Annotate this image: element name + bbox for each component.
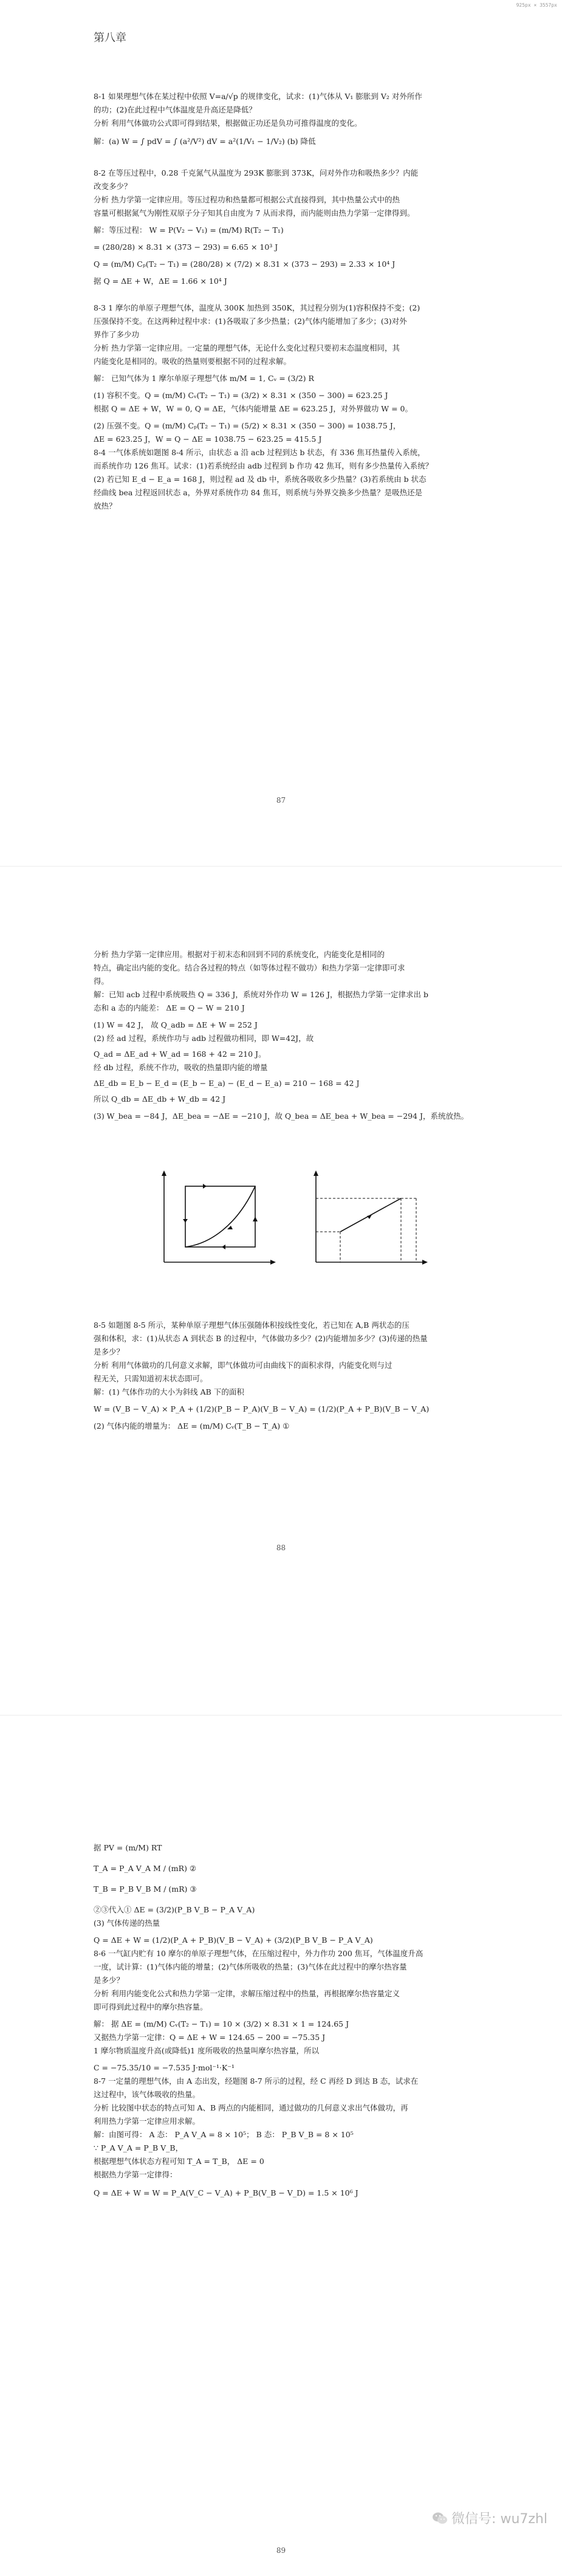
page1-text: [94, 90, 470, 513]
page-88: [0, 869, 562, 1708]
text-line: 解： 据 ΔE = (m/M) Cᵥ(T₂ − T₁) = 10 × (3/2) × 8.31 × 1 = 124.65 J: [94, 2019, 349, 2028]
watermark-text: 微信号: wu7zhl: [451, 2512, 547, 2527]
text-line: 8-4 一气体系统如题图 8-4 所示，由状态 a 沿 acb 过程到达 b 状态，有 336 焦耳热量传入系统，: [94, 448, 425, 457]
text-line: 解：等压过程： W = P(V₂ − V₁) = (m/M) R(T₂ − T₁): [94, 225, 284, 235]
text-line: 经 db 过程，系统不作功，吸收的热量即内能的增量: [94, 1063, 268, 1072]
text-line: [94, 153, 470, 167]
text-line: 解：已知 acb 过程中系统吸热 Q = 336 J，系统对外作功 W = 126 J，根据热力学第一定律求出 b: [94, 990, 428, 999]
text-line: 8-1 如果理想气体在某过程中依照 V=a/√p 的规律变化，试求：(1)气体从 V₁ 膨胀到 V₂ 对外所作: [94, 92, 422, 101]
text-line: 压强保持不变。在这两种过程中求：(1)各吸取了多少热量；(2)气体内能增加了多少；(3)对外: [94, 317, 407, 326]
page-number: 87: [276, 796, 286, 805]
text-line: (2) 气体内能的增量为： ΔE = (m/M) Cᵥ(T_B − T_A) ①: [94, 1421, 290, 1431]
text-line: 强和体积，求：(1)从状态 A 到状态 B 的过程中，气体做功多少？(2)内能增加多少？(3)传递的热量: [94, 1334, 428, 1343]
text-line: 容量可根据氮气为刚性双原子分子知其自由度为 7 从而求得，而内能则由热力学第一定律得到。: [94, 208, 415, 218]
text-line: 利用热力学第一定律应用求解。: [94, 2117, 200, 2126]
page2-text-bottom: [94, 1319, 470, 1433]
text-line: = (280/28) × 8.31 × (373 − 293) = 6.65 × 10³ J: [94, 242, 278, 252]
text-line: 解：(1) 气体作功的大小为斜线 AB 下的面积: [94, 1387, 244, 1396]
text-line: 内能变化是相同的。吸收的热量则要根据不同的过程求解。: [94, 357, 292, 366]
text-line: 分析 利用气体做功的几何意义求解，即气体做功可由曲线下的面积求得，内能变化则与过: [94, 1361, 392, 1370]
text-line: 又据热力学第一定律：Q = ΔE + W = 124.65 − 200 = −75.35 J: [94, 2033, 326, 2042]
text-line: 得。: [94, 977, 109, 986]
chapter-title: 第八章: [94, 32, 126, 44]
page-87: [0, 0, 562, 863]
text-line: W = (V_B − V_A) × P_A + (1/2)(P_B − P_A)(V_B − V_A) = (1/2)(P_A + P_B)(V_B − V_A): [94, 1404, 430, 1413]
text-line: 而系统作功 126 焦耳。试求：(1)若系统经由 adb 过程到 b 作功 42 焦耳，则有多少热量传入系统？: [94, 461, 433, 470]
page2-text-top: [94, 948, 470, 1123]
text-line: 特点，确定出内能的变化。结合各过程的特点（如等体过程不做功）和热力学第一定律即可求: [94, 963, 405, 972]
text-line: 所以 Q_db = ΔE_db + W_db = 42 J: [94, 1094, 226, 1104]
text-line: (2) 经 ad 过程，系统作功与 adb 过程做功相同，即 W=42J，故: [94, 1034, 314, 1043]
text-line: 程无关，只需知道初末状态即可。: [94, 1374, 208, 1383]
text-line: 解：由图可得： A 态： P_A V_A = 8 × 10⁵； B 态： P_B V_B = 8 × 10⁵: [94, 2130, 354, 2139]
text-line: ΔE = 623.25 J，W = Q − ΔE = 1038.75 − 623.25 = 415.5 J: [94, 434, 322, 444]
text-line: 解： 已知气体为 1 摩尔单原子理想气体 m/M = 1, Cᵥ = (3/2) R: [94, 374, 314, 383]
text-line: 一度，试计算：(1)气体内能的增量；(2)气体所吸收的热量；(3)气体在此过程中的摩尔热容量: [94, 1962, 407, 1971]
text-line: (1) W = 42 J， 故 Q_adb = ΔE + W = 252 J: [94, 1020, 258, 1029]
text-line: 的功；(2)在此过程中气体温度是升高还是降低？: [94, 105, 256, 114]
text-line: (2) 若已知 E_d − E_a = 168 J，则过程 ad 及 db 中，系统各吸收多少热量？(3)若系统由 b 状态: [94, 475, 427, 484]
text-line: 根据 Q = ΔE + W，W = 0, Q = ΔE，气体内能增量 ΔE = 623.25 J，对外界做功 W = 0。: [94, 404, 413, 413]
text-line: 放热？: [94, 501, 117, 510]
watermark: [432, 2509, 547, 2527]
text-line: 8-7 一定量的理想气体，由 A 态出发，经题图 8-7 所示的过程，经 C 再经 D 到达 B 态，试求在: [94, 2076, 419, 2086]
text-line: 分析 比较图中状态的特点可知 A、B 两点的内能相同，通过做功的几何意义求出气体做功，再: [94, 2103, 408, 2112]
text-line: (2) 压强不变。Q = (m/M) Cₚ(T₂ − T₁) = (5/2) × 8.31 × (350 − 300) = 1038.75 J，: [94, 421, 401, 430]
text-line: 分析 热力学第一定律应用。一定量的理想气体，无论什么变化过程只要初末态温度相同，其: [94, 343, 400, 352]
page-number: 88: [276, 1544, 286, 1552]
text-line: 改变多少？: [94, 182, 132, 191]
text-line: 据 PV = (m/M) RT: [94, 1843, 162, 1852]
wechat-icon: [432, 2512, 448, 2525]
page-number: 89: [276, 2546, 286, 2555]
text-line: 态和 a 态的内能差： ΔE = Q − W = 210 J: [94, 1003, 245, 1012]
text-line: 是多少？: [94, 1347, 125, 1356]
figure-8-4-diagram: [152, 1168, 279, 1268]
page-89: [0, 1720, 562, 2576]
text-line: 8-6 一气缸内贮有 10 摩尔的单原子理想气体，在压缩过程中，外力作功 200 焦耳，气体温度升高: [94, 1949, 423, 1958]
text-line: (1) 容积不变。Q = (m/M) Cᵥ(T₂ − T₁) = (3/2) × 8.31 × (350 − 300) = 623.25 J: [94, 391, 388, 400]
text-line: Q = ΔE + W = (1/2)(P_A + P_B)(V_B − V_A) + (3/2)(P_B V_B − P_A V_A): [94, 1935, 373, 1945]
text-line: 分析 利用气体做功公式即可得到结果，根据做正功还是负功可推得温度的变化。: [94, 118, 362, 128]
text-line: 8-5 如题图 8-5 所示，某种单原子理想气体压强随体积按线性变化，若已知在 A,B 两状态的压: [94, 1321, 410, 1330]
text-line: 1 摩尔物质温度升高(或降低)1 度所吸收的热量叫摩尔热容量，所以: [94, 2046, 320, 2055]
image-size-label: 925px × 3557px: [516, 2, 557, 8]
text-line: 是多少？: [94, 1976, 125, 1985]
text-line: T_A = P_A V_A M / (mR) ②: [94, 1864, 197, 1873]
text-line: Q = (m/M) Cₚ(T₂ − T₁) = (280/28) × (7/2) × 8.31 × (373 − 293) = 2.33 × 10⁴ J: [94, 259, 396, 269]
text-line: (3) W_bea = −84 J，ΔE_bea = −ΔE = −210 J，故 Q_bea = ΔE_bea + W_bea = −294 J，系统放热。: [94, 1111, 469, 1121]
text-line: [94, 288, 470, 301]
text-line: Q_ad = ΔE_ad + W_ad = 168 + 42 = 210 J。: [94, 1049, 266, 1059]
text-line: 解：(a) W = ∫ pdV = ∫ (a²/V²) dV = a²(1/V₁ − 1/V₂) (b) 降低: [94, 137, 316, 146]
page3-text: [94, 1841, 470, 2200]
text-line: (3) 气体传递的热量: [94, 1918, 160, 1928]
text-line: 经曲线 bea 过程返回状态 a，外界对系统作功 84 焦耳，则系统与外界交换多少热量？是吸热还是: [94, 488, 423, 497]
text-line: 分析 热力学第一定律应用。根据对于初末态和回到不同的系统变化，内能变化是相同的: [94, 950, 385, 959]
text-line: 界作了多少功: [94, 330, 140, 339]
text-line: 8-3 1 摩尔的单原子理想气体，温度从 300K 加热到 350K，其过程分别为(1)容积保持不变；(2): [94, 303, 420, 312]
text-line: ΔE_db = E_b − E_d = (E_b − E_a) − (E_d − E_a) = 210 − 168 = 42 J: [94, 1079, 360, 1088]
text-line: 分析 热力学第一定律应用。等压过程功和热量都可根据公式直接得到，其中热量公式中的热: [94, 195, 400, 204]
page-divider: [0, 866, 562, 867]
text-line: C = −75.35/10 = −7.535 J·mol⁻¹·K⁻¹: [94, 2063, 235, 2072]
text-line: 根据理想气体状态方程可知 T_A = T_B， ΔE = 0: [94, 2157, 264, 2166]
text-line: 8-2 在等压过程中，0.28 千克氮气从温度为 293K 膨胀到 373K，问对外作功和吸热多少？内能: [94, 168, 419, 177]
text-line: ②③代入① ΔE = (3/2)(P_B V_B − P_A V_A): [94, 1905, 255, 1914]
text-line: Q = ΔE + W = W = P_A(V_C − V_A) + P_B(V_B − V_D) = 1.5 × 10⁶ J: [94, 2188, 358, 2197]
figure-8-5-diagram: [304, 1168, 431, 1268]
text-line: 这过程中，该气体吸收的热量。: [94, 2090, 200, 2099]
text-line: 根据热力学第一定律得：: [94, 2170, 177, 2179]
page-divider: [0, 1715, 562, 1716]
text-line: 据 Q = ΔE + W，ΔE = 1.66 × 10⁴ J: [94, 276, 227, 286]
text-line: 即可得到此过程中的摩尔热容量。: [94, 2002, 208, 2011]
text-line: 分析 利用内能变化公式和热力学第一定律，求解压缩过程中的热量，再根据摩尔热容量定义: [94, 1989, 400, 1998]
text-line: ∵ P_A V_A = P_B V_B，: [94, 2143, 183, 2152]
text-line: T_B = P_B V_B M / (mR) ③: [94, 1884, 197, 1894]
